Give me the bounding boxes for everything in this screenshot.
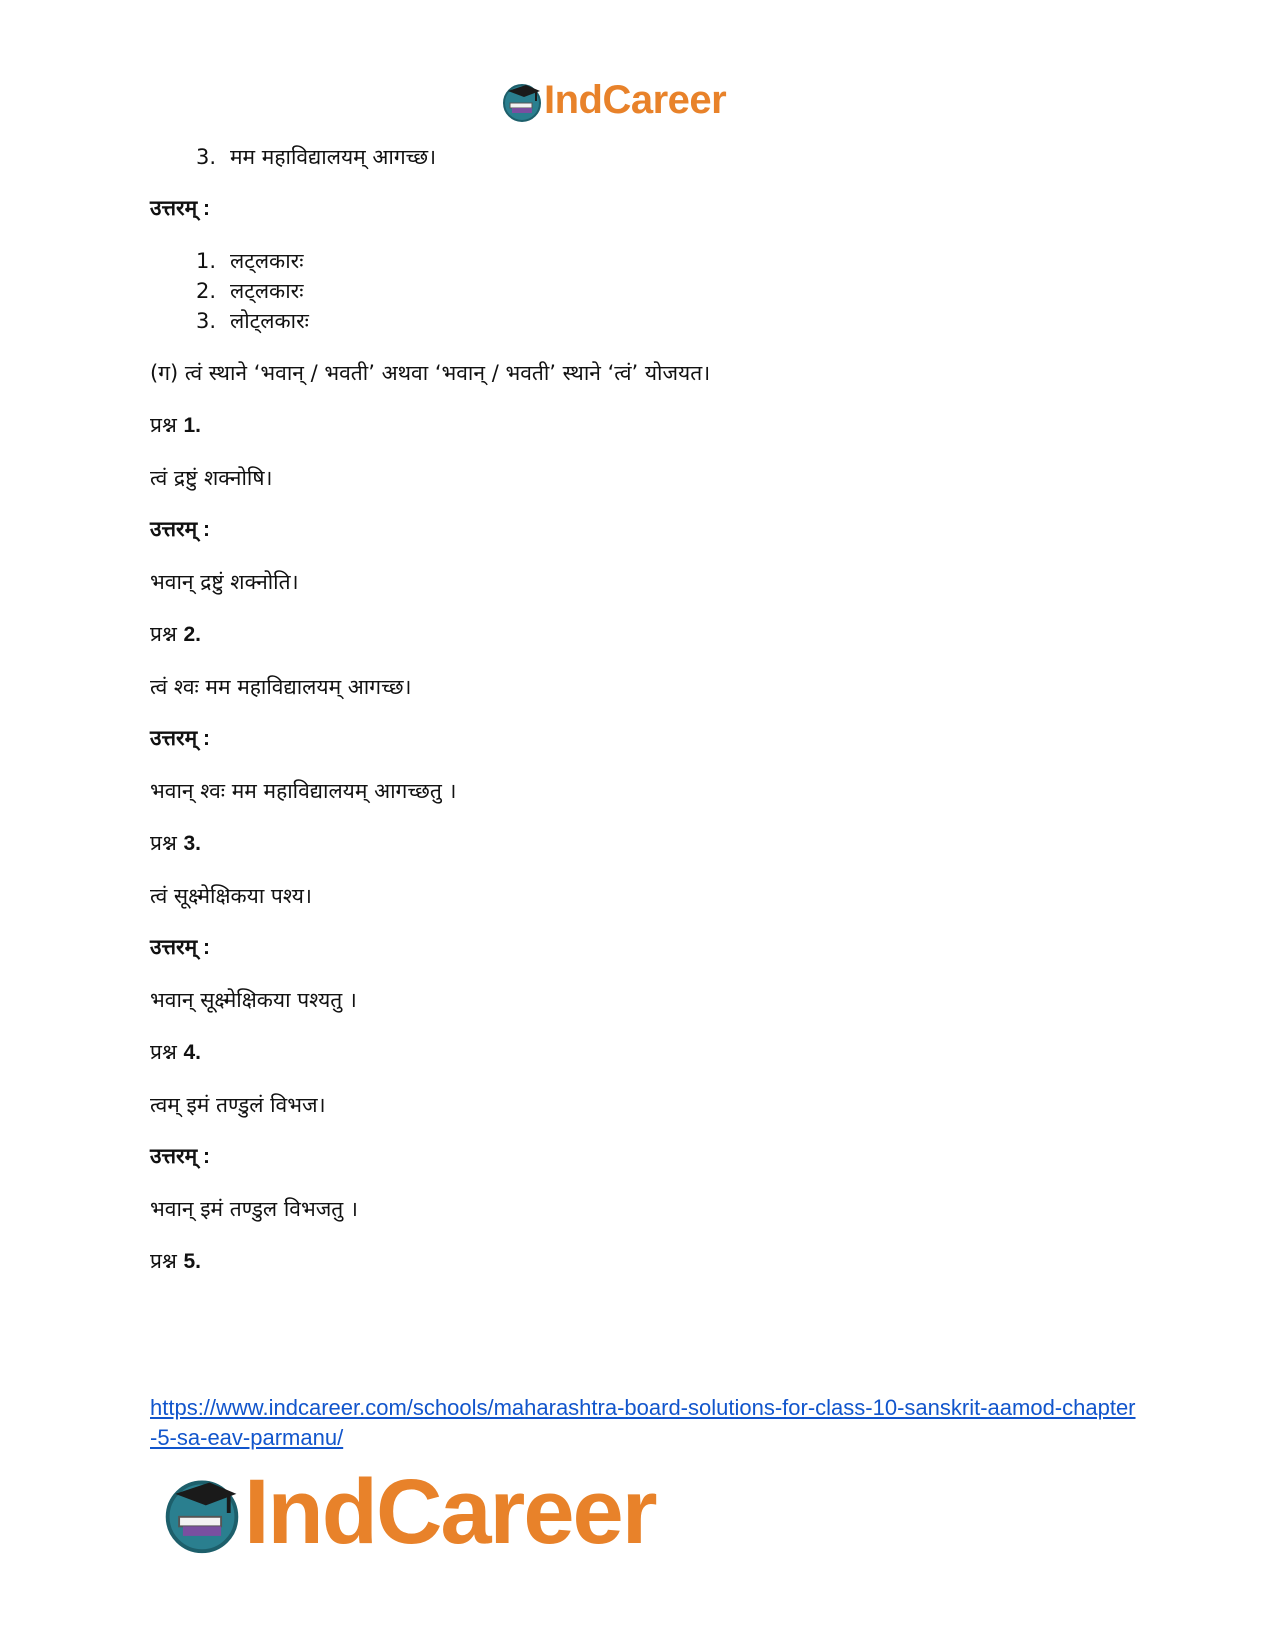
question-label: प्रश्न 3. xyxy=(150,831,201,855)
question-text: त्वं श्वः मम महाविद्यालयम् आगच्छ। xyxy=(150,675,412,699)
question-block xyxy=(150,1037,1130,1224)
list-item xyxy=(150,306,1130,336)
answer-text: भवान् श्वः मम महाविद्यालयम् आगच्छतु । xyxy=(150,779,457,803)
list-number: 2. xyxy=(195,279,216,303)
list-text: मम महाविद्यालयम् आगच्छ। xyxy=(230,145,437,169)
list-number: 1. xyxy=(195,249,216,273)
list-item xyxy=(150,246,1130,276)
graduation-globe-icon xyxy=(160,1471,244,1555)
question-label: प्रश्न 1. xyxy=(150,413,201,437)
list-number: 3. xyxy=(195,309,216,333)
indcareer-logo-top xyxy=(500,78,726,123)
answer-label: उत्तरम् : xyxy=(150,727,210,750)
section-heading: (ग) त्वं स्थाने ‘भवान् / भवती’ अथवा ‘भवान् / भवती’ स्थाने ‘त्वं’ योजयत। xyxy=(150,361,711,385)
answer-label: उत्तरम् : xyxy=(150,936,210,959)
source-link[interactable]: https://www.indcareer.com/schools/maharashtra-board-solutions-for-class-10-sanskrit-aamod-chapter-5-sa-eav-parmanu/ xyxy=(150,1395,1136,1450)
document-body xyxy=(150,142,1130,1277)
list-text: लोट्लकारः xyxy=(230,309,309,333)
question-block xyxy=(150,619,1130,806)
question-label: प्रश्न 5. xyxy=(150,1249,201,1273)
question-text: त्वं द्रष्टुं शक्नोषि। xyxy=(150,466,273,490)
list-number: 3. xyxy=(195,145,216,169)
logo-text: IndCareer xyxy=(544,78,727,122)
logo-text: IndCareer xyxy=(244,1461,656,1563)
question-block xyxy=(150,828,1130,1015)
list-item xyxy=(150,142,1130,172)
list-item xyxy=(150,276,1130,306)
graduation-globe-icon xyxy=(500,79,544,123)
question-label: प्रश्न 4. xyxy=(150,1040,201,1064)
question-label: प्रश्न 2. xyxy=(150,622,201,646)
question-text: त्वम् इमं तण्डुलं विभज। xyxy=(150,1093,326,1117)
indcareer-logo-bottom xyxy=(160,1460,656,1565)
answer-list xyxy=(150,246,1130,336)
answer-label: उत्तरम् : xyxy=(150,518,210,541)
list-text: लट्लकारः xyxy=(230,249,304,273)
question-block xyxy=(150,410,1130,597)
list-text: लट्लकारः xyxy=(230,279,304,303)
answer-text: भवान् इमं तण्डुल विभजतु । xyxy=(150,1197,358,1221)
answer-label: उत्तरम् : xyxy=(150,197,210,220)
answer-text: भवान् सूक्ष्मेक्षिकया पश्यतु । xyxy=(150,988,357,1012)
answer-label: उत्तरम् : xyxy=(150,1145,210,1168)
question-text: त्वं सूक्ष्मेक्षिकया पश्य। xyxy=(150,884,312,908)
answer-text: भवान् द्रष्टुं शक्नोति। xyxy=(150,570,299,594)
